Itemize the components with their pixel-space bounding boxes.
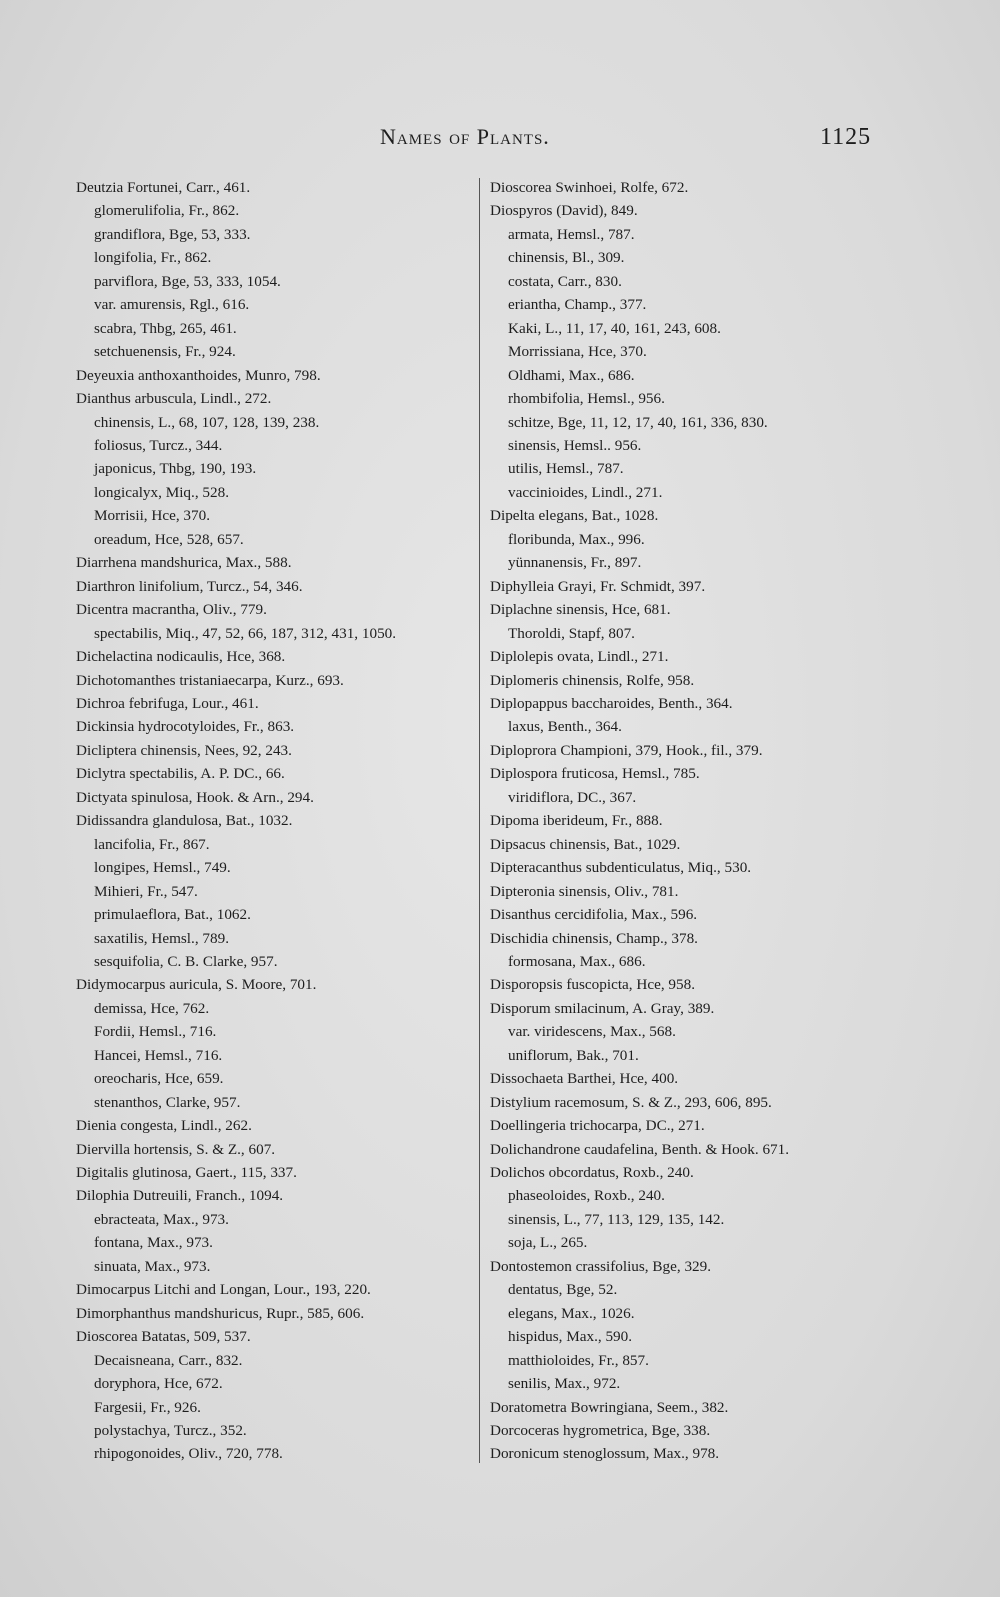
index-subentry: eriantha, Champ., 377. [508,296,647,314]
index-entry: Dichroa febrifuga, Lour., 461. [76,694,259,712]
index-subentry: grandiflora, Bge, 53, 333. [94,225,251,243]
index-subentry: oreadum, Hce, 528, 657. [94,530,244,548]
index-column-right [490,176,890,1466]
index-entry: Diclytra spectabilis, A. P. DC., 66. [76,765,285,783]
index-subentry: oreocharis, Hce, 659. [94,1070,224,1088]
index-entry: Diarrhena mandshurica, Max., 588. [76,554,292,572]
index-subentry: chinensis, Bl., 309. [508,249,625,267]
index-subentry: stenanthos, Clarke, 957. [94,1093,241,1111]
index-subentry: longifolia, Fr., 862. [94,249,212,267]
index-subentry: Kaki, L., 11, 17, 40, 161, 243, 608. [508,319,721,337]
index-subentry: parviflora, Bge, 53, 333, 1054. [94,272,281,290]
index-subentry: saxatilis, Hemsl., 789. [94,929,229,947]
index-subentry: sesquifolia, C. B. Clarke, 957. [94,952,278,970]
running-title: Names of Plants. [380,124,550,149]
index-subentry: demissa, Hce, 762. [94,999,210,1017]
index-subentry: rhipogonoides, Oliv., 720, 778. [94,1445,283,1463]
index-entry: Deyeuxia anthoxanthoides, Munro, 798. [76,366,321,384]
index-subentry: rhombifolia, Hemsl., 956. [508,390,665,408]
index-subentry: phaseoloides, Roxb., 240. [508,1187,665,1205]
index-subentry: glomerulifolia, Fr., 862. [94,202,240,220]
index-subentry: Mihieri, Fr., 547. [94,882,198,900]
index-entry: Dischidia chinensis, Champ., 378. [490,929,698,947]
index-entry: Dilophia Dutreuili, Franch., 1094. [76,1187,284,1205]
index-entry: Dichotomanthes tristaniaecarpa, Kurz., 693. [76,671,344,689]
index-subentry: lancifolia, Fr., 867. [94,835,210,853]
page-number: 1125 [820,124,872,150]
index-subentry: vaccinioides, Lindl., 271. [508,483,663,501]
index-entry: Digitalis glutinosa, Gaert., 115, 337. [76,1164,297,1182]
index-entry: Deutzia Fortunei, Carr., 461. [76,179,251,196]
index-entry: Dolichos obcordatus, Roxb., 240. [490,1164,694,1182]
index-entry: Diphylleia Grayi, Fr. Schmidt, 397. [490,577,706,595]
index-subentry: doryphora, Hce, 672. [94,1375,223,1393]
index-subentry: schitze, Bge, 11, 12, 17, 40, 161, 336, 830. [508,413,768,431]
index-entry: Distylium racemosum, S. & Z., 293, 606, 895. [490,1093,772,1111]
index-subentry: formosana, Max., 686. [508,952,646,970]
index-entry: Dienia congesta, Lindl., 262. [76,1117,252,1135]
index-subentry: sinuata, Max., 973. [94,1257,211,1275]
index-entry: Diplolepis ovata, Lindl., 271. [490,648,669,666]
index-entry: Dickinsia hydrocotyloides, Fr., 863. [76,718,295,736]
index-subentry: Fargesii, Fr., 926. [94,1398,201,1416]
index-entry: Doellingeria trichocarpa, DC., 271. [490,1117,705,1135]
index-subentry: matthioloides, Fr., 857. [508,1351,649,1369]
index-entry: Dissochaeta Barthei, Hce, 400. [490,1070,679,1088]
index-subentry: Morrissiana, Hce, 370. [508,343,647,361]
index-entry: Dictyata spinulosa, Hook. & Arn., 294. [76,788,314,806]
index-subentry: japonicus, Thbg, 190, 193. [94,460,257,478]
index-subentry: elegans, Max., 1026. [508,1304,635,1322]
index-subentry: senilis, Max., 972. [508,1375,621,1393]
index-subentry: Hancei, Hemsl., 716. [94,1046,223,1064]
index-subentry: Oldhami, Max., 686. [508,366,635,384]
index-subentry: scabra, Thbg, 265, 461. [94,319,237,337]
index-subentry: Decaisneana, Carr., 832. [94,1351,243,1369]
index-subentry: setchuenensis, Fr., 924. [94,343,236,361]
index-entry: Dianthus arbuscula, Lindl., 272. [76,390,272,408]
index-subentry: floribunda, Max., 996. [508,530,645,548]
index-subentry: Fordii, Hemsl., 716. [94,1023,217,1041]
index-entry: Diploprora Championi, 379, Hook., fil., 379. [490,741,763,759]
index-subentry: sinensis, Hemsl.. 956. [508,436,642,454]
index-entry: Disporopsis fuscopicta, Hce, 958. [490,976,695,994]
index-entry: Diarthron linifolium, Turcz., 54, 346. [76,577,303,595]
index-entry: Dimorphanthus mandshuricus, Rupr., 585, 606. [76,1304,365,1322]
index-entry: Diervilla hortensis, S. & Z., 607. [76,1140,276,1158]
index-entry: Diospyros (David), 849. [490,202,638,220]
index-subentry: dentatus, Bge, 52. [508,1281,618,1299]
index-subentry: var. amurensis, Rgl., 616. [94,296,250,314]
index-entry: Diplospora fruticosa, Hemsl., 785. [490,765,700,783]
index-subentry: fontana, Max., 973. [94,1234,213,1252]
index-entry: Disanthus cercidifolia, Max., 596. [490,906,698,924]
index-entry: Diplopappus baccharoides, Benth., 364. [490,694,733,712]
index-subentry: laxus, Benth., 364. [508,718,622,736]
index-subentry: longipes, Hemsl., 749. [94,859,231,877]
index-subentry: Morrisii, Hce, 370. [94,507,210,525]
index-entry: Dipelta elegans, Bat., 1028. [490,507,659,525]
index-subentry: utilis, Hemsl., 787. [508,460,624,478]
column-divider [479,178,480,1463]
index-entry: Dioscorea Swinhoei, Rolfe, 672. [490,179,689,196]
index-subentry: yünnanensis, Fr., 897. [508,554,642,572]
index-subentry: sinensis, L., 77, 113, 129, 135, 142. [508,1210,725,1228]
index-entry: Didissandra glandulosa, Bat., 1032. [76,812,293,830]
index-entry: Doronicum stenoglossum, Max., 978. [490,1445,720,1463]
index-subentry: viridiflora, DC., 367. [508,788,637,806]
index-entry: Dichelactina nodicaulis, Hce, 368. [76,648,286,666]
index-entry: Dolichandrone caudafelina, Benth. & Hook. 671. [490,1140,790,1158]
index-entry: Dorcoceras hygrometrica, Bge, 338. [490,1422,711,1440]
index-entry: Doratometra Bowringiana, Seem., 382. [490,1398,729,1416]
index-entry: Dipsacus chinensis, Bat., 1029. [490,835,681,853]
index-entry: Dioscorea Batatas, 509, 537. [76,1328,251,1346]
index-subentry: hispidus, Max., 590. [508,1328,633,1346]
index-entry: Diplomeris chinensis, Rolfe, 958. [490,671,695,689]
index-entry: Dicliptera chinensis, Nees, 92, 243. [76,741,292,759]
index-subentry: Thoroldi, Stapf, 807. [508,624,635,642]
index-entry: Dipoma iberideum, Fr., 888. [490,812,663,830]
index-subentry: ebracteata, Max., 973. [94,1210,229,1228]
index-entry: Dicentra macrantha, Oliv., 779. [76,601,267,619]
index-subentry: chinensis, L., 68, 107, 128, 139, 238. [94,413,320,431]
index-subentry: var. viridescens, Max., 568. [508,1023,676,1041]
index-entry: Dipteronia sinensis, Oliv., 781. [490,882,679,900]
index-column-left [76,176,476,1466]
index-subentry: primulaeflora, Bat., 1062. [94,906,251,924]
index-entry: Dipteracanthus subdenticulatus, Miq., 530. [490,859,752,877]
index-entry: Dontostemon crassifolius, Bge, 329. [490,1257,712,1275]
index-subentry: longicalyx, Miq., 528. [94,483,229,501]
index-subentry: spectabilis, Miq., 47, 52, 66, 187, 312, 431, 1050. [94,624,397,642]
index-subentry: armata, Hemsl., 787. [508,225,635,243]
index-entry: Didymocarpus auricula, S. Moore, 701. [76,976,317,994]
index-subentry: foliosus, Turcz., 344. [94,436,223,454]
index-subentry: soja, L., 265. [508,1234,588,1252]
index-entry: Dimocarpus Litchi and Longan, Lour., 193, 220. [76,1281,371,1299]
index-entry: Diplachne sinensis, Hce, 681. [490,601,671,619]
index-entry: Disporum smilacinum, A. Gray, 389. [490,999,715,1017]
index-subentry: costata, Carr., 830. [508,272,622,290]
index-subentry: uniflorum, Bak., 701. [508,1046,639,1064]
index-subentry: polystachya, Turcz., 352. [94,1422,247,1440]
page-header [0,124,1000,154]
